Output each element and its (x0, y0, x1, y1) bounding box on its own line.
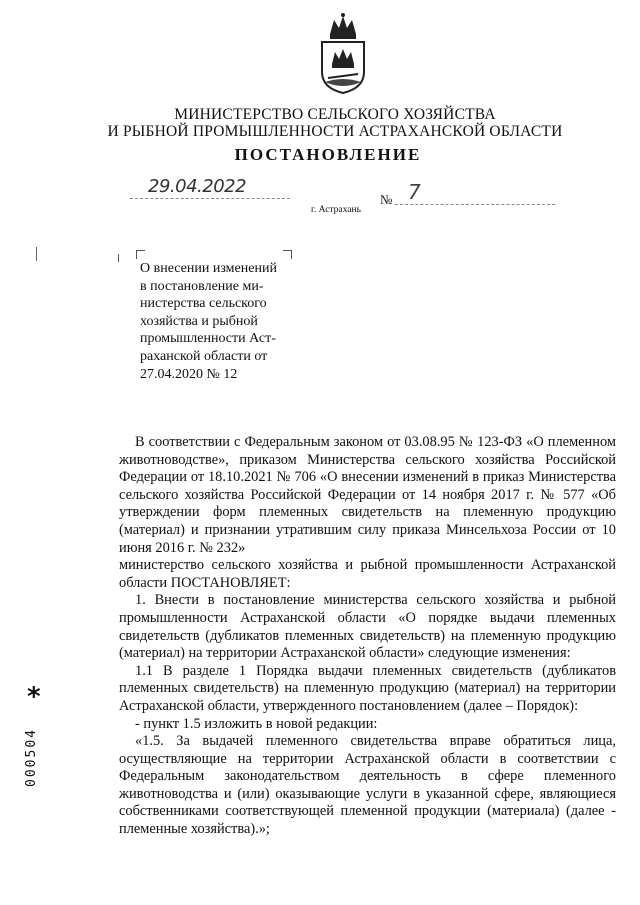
ministry-name-line1: МИНИСТЕРСТВО СЕЛЬСКОГО ХОЗЯЙСТВА (174, 106, 496, 123)
subject-line: О внесении изменений (140, 261, 277, 276)
city-label: г. Астрахань (311, 205, 361, 215)
subject-bracket-right (283, 250, 292, 259)
margin-star: * (27, 682, 41, 712)
subject-line: раханской области от (140, 348, 268, 364)
subject-line: хозяйства и рыбной (140, 313, 258, 329)
preamble-paragraph: В соответствии с Федеральным законом от 03.08.95 № 123-ФЗ «О племенном животноводстве», приказом Министерства сельского хозяйства Российской Федерации от 18.10.2021 № 706 «О внесении изменений в приказ Министерства сельского хозяйства Российской Федерации от 14 ноября 2017 г. № 577 «Об утверждении форм племенных свидетельств на племенную продукцию (материал) и признании утратившим силу приказа Минсельхоза России от 10 июня 2016 г. № 232» (119, 434, 616, 556)
item-1-1-paragraph: 1.1 В разделе 1 Порядка выдачи племенных свидетельств (дубликатов племенных свидетельств) на племенную продукцию (материал) на территории Астраханской области, утвержденного постановлением (далее – Порядок): (119, 662, 616, 714)
document-date: 29.04.2022 (148, 176, 247, 197)
number-sign: № (380, 192, 393, 207)
document-body (119, 434, 616, 839)
subject-bracket-left-outer (118, 254, 120, 262)
bullet-paragraph: - пункт 1.5 изложить в новой редакции: (135, 715, 378, 732)
astrakhan-coat-of-arms-icon (312, 12, 374, 94)
subject-line: 27.04.2020 № 12 (140, 366, 238, 382)
margin-tick (36, 247, 37, 261)
document-subject (140, 260, 290, 383)
subject-line: нистерства сельского (140, 296, 267, 312)
subject-line: промышленности Аст- (140, 331, 276, 347)
ministry-name-line2: И РЫБНОЙ ПРОМЫШЛЕННОСТИ АСТРАХАНСКОЙ ОБЛАСТИ (107, 123, 563, 140)
decree-paragraph: министерство сельского хозяйства и рыбной промышленности Астраханской области ПОСТАНОВЛЯЕТ: (119, 557, 616, 591)
quoted-paragraph: «1.5. За выдачей племенного свидетельства вправе обратиться лица, осуществляющие на территории Астраханской области в соответствии с Федеральным законодательством деятельность в сфере племенного животноводства и (или) оказывающие услуги в указанной сфере, являющиеся собственниками соответствующей племенной продукции (материала) (далее - племенные хозяйства).»; (119, 733, 616, 838)
subject-line: в постановление ми- (140, 278, 264, 294)
item-1-paragraph: 1. Внести в постановление министерства сельского хозяйства и рыбной промышленности Астраханской области «О порядке выдачи племенных свидетельств (дубликатов племенных свидетельств) на племенную продукцию (материал) на территории Астраханской области» следующие изменения: (119, 592, 616, 662)
subject-bracket-left (136, 250, 145, 259)
date-underline (130, 198, 290, 199)
margin-serial-number: 000504 (24, 728, 39, 787)
document-number: 7 (408, 180, 421, 204)
document-type: ПОСТАНОВЛЕНИЕ (234, 145, 422, 164)
number-underline (395, 204, 555, 205)
